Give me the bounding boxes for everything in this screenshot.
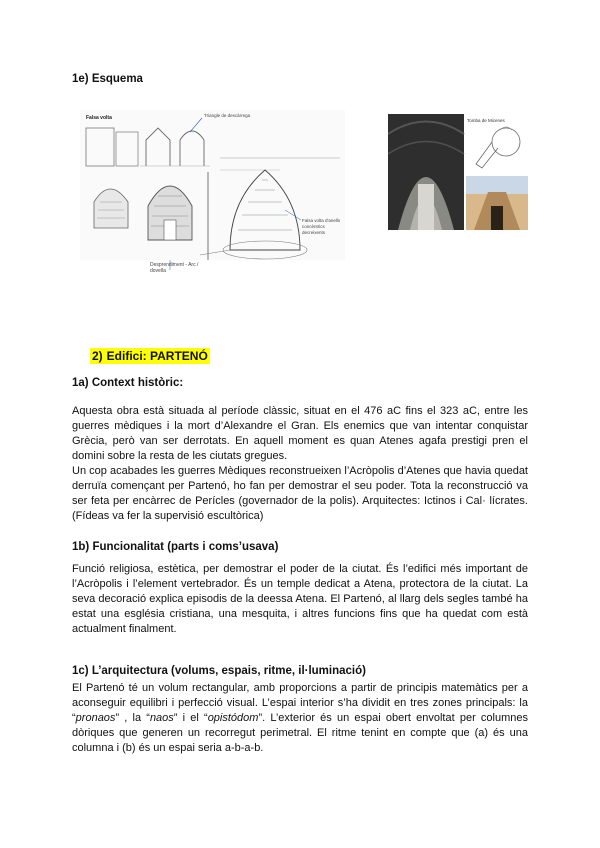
arquitectura-paragraph: [72, 681, 528, 756]
term-pronaos: pronaos: [75, 712, 116, 724]
arq-sep-2: ” i el “: [173, 712, 208, 724]
term-naos: naos: [149, 712, 174, 724]
label-falsa-volta-anells: Falsa volta d'anells concèntrics decreixents: [302, 218, 341, 235]
vault-diagram-figure: [80, 110, 345, 280]
arq-text-end: ”. L’exterior és un espai obert envoltat per columnes dòriques que generen un recorregut perimetral. El ritme tenint en compte que (a) és una columna i (b) és un espai seria a-b-a-b.: [72, 712, 528, 754]
arquitectura-heading: 1c) L’arquitectura (volums, espais, ritme, il·luminació): [72, 665, 366, 677]
photo-label: Tomba de Micenes: [467, 118, 505, 123]
label-desprendiment: Desprendiment - Arc / dovella: [150, 262, 199, 274]
arq-sep-1: ” , la “: [115, 712, 150, 724]
funcionalitat-heading: 1b) Funcionalitat (parts i coms’usava): [72, 541, 279, 553]
funcionalitat-paragraph: Funció religiosa, estètica, per demostrar el poder de la ciutat. És l’edifici més important de l’Acròpolis i l’element vertebrador. És un temple dedicat a Atena, protectora de la ciutat. La seva decoració explica episodis de la deessa Atena. El Partenó, al llarg dels segles també ha estat una església cristiana, una mesquita, i altres funcions fins que ha quedat com està actualment finalment.: [72, 563, 528, 635]
label-triangle: Triangle de descàrrega: [204, 113, 251, 118]
arq-text-start: El Partenó té un volum rectangular, amb proporcions a partir de principis matemàtics per a aconseguir equilibri i perfecció visual. L’espai interior s’ha dividit en tres zones principals: la “: [72, 682, 528, 724]
edifici-label: Edifici: PARTENÓ: [106, 349, 208, 363]
context-paragraph-1: Aquesta obra està situada al període clàssic, situat en el 476 aC fins el 323 aC, entre les guerres mèdiques i la mort d’Alexandre el Gran. Els enemics que van intentar conquistar Grècia, però van ser derrotats. En aquell moment es quan Atenes agafa prestigi pren el domini sobre la resta de les ciutats gregues.: [72, 405, 528, 462]
tomb-photo-collage: [388, 114, 528, 230]
esquema-heading: 1e) Esquema: [72, 73, 143, 85]
context-heading: 1a) Context històric:: [72, 377, 184, 389]
term-opistodom: opistódom: [207, 712, 259, 724]
edifici-heading: [90, 347, 210, 365]
context-paragraph-2: Un cop acabades les guerres Mèdiques reconstrueixen l’Acròpolis d’Atenes que havia quedat derruïa començant per Partenó, ho fan per demostrar el seu poder. Tota la reconstrucció va ser feta per encàrrec de Perícles (governador de la polis). Arquitectes: Ictinos i Cal· lícrates. (Fídeas va fer la supervisió escultòrica): [72, 465, 528, 522]
edifici-number: 2): [92, 349, 103, 363]
label-falsa-volta: Falsa volta: [86, 115, 112, 121]
